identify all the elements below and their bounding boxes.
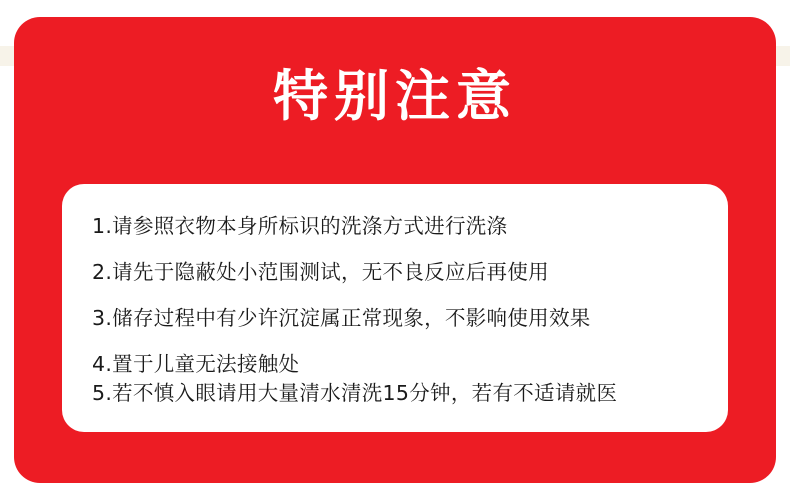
list-item: 4.置于儿童无法接触处: [92, 352, 300, 377]
list-item: 1.请参照衣物本身所标识的洗涤方式进行洗涤: [92, 214, 508, 238]
notes-list: [92, 212, 706, 409]
list-item: 5.若不慎入眼请用大量清水清洗15分钟，若有不适请就医: [92, 381, 618, 406]
notes-card: [62, 184, 728, 432]
list-item: 2.请先于隐蔽处小范围测试，无不良反应后再使用: [92, 260, 549, 285]
red-panel: [14, 17, 776, 483]
page-title: 特别注意: [272, 64, 517, 128]
list-item: 3.储存过程中有少许沉淀属正常现象，不影响使用效果: [92, 306, 591, 331]
